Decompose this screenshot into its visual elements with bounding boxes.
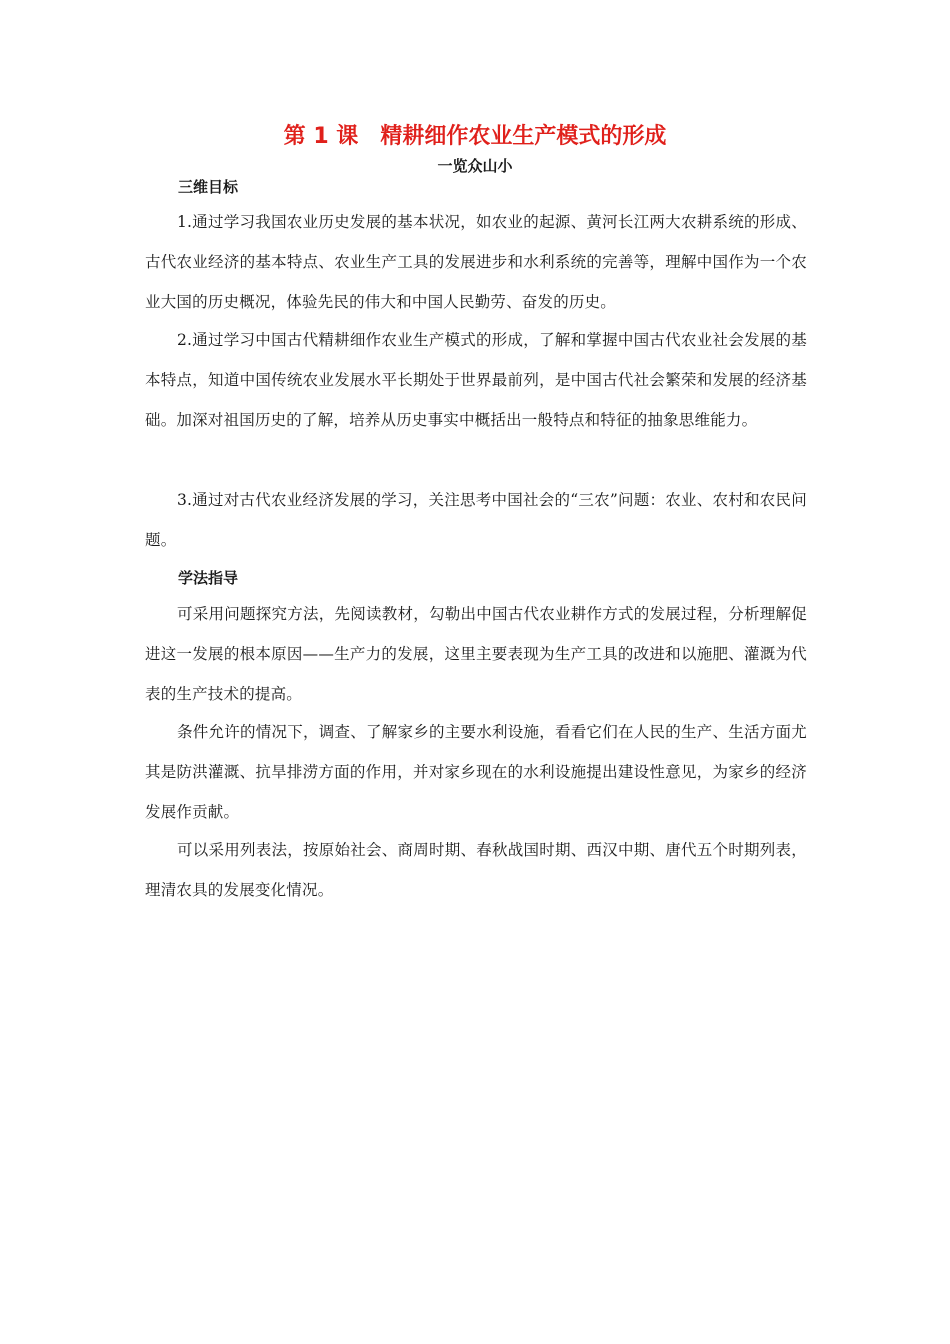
lesson-title: 精耕细作农业生产模式的形成 <box>380 124 667 149</box>
method-paragraph-3: 可以采用列表法，按原始社会、商周时期、春秋战国时期、西汉中期、唐代五个时期列表，理清农具的发展变化情况。 <box>145 841 807 899</box>
section-heading-method: 学法指导 <box>178 569 239 587</box>
page-subtitle: 一览众山小 <box>437 157 513 175</box>
objective-paragraph-2: 2.通过学习中国古代精耕细作农业生产模式的形成，了解和掌握中国古代农业社会发展的基本特点，知道中国传统农业发展水平长期处于世界最前列，是中国古代社会繁荣和发展的经济基础。加深对祖国历史的了解，培养从历史事实中概括出一般特点和特征的抽象思维能力。 <box>145 331 807 429</box>
section-heading-objectives: 三维目标 <box>178 178 239 196</box>
objective-paragraph-1: 1.通过学习我国农业历史发展的基本状况，如农业的起源、黄河长江两大农耕系统的形成、古代农业经济的基本特点、农业生产工具的发展进步和水利系统的完善等，理解中国作为一个农业大国的历史概况，体验先民的伟大和中国人民勤劳、奋发的历史。 <box>145 213 807 311</box>
method-paragraph-2: 条件允许的情况下，调查、了解家乡的主要水利设施，看看它们在人民的生产、生活方面尤其是防洪灌溉、抗旱排涝方面的作用，并对家乡现在的水利设施提出建设性意见，为家乡的经济发展作贡献。 <box>145 723 807 821</box>
objective-paragraph-3: 3.通过对古代农业经济发展的学习，关注思考中国社会的“三农”问题：农业、农村和农民问题。 <box>145 491 807 549</box>
page-title <box>0 122 950 152</box>
lesson-number: 第 1 课 <box>283 124 359 149</box>
method-paragraph-1: 可采用问题探究方法，先阅读教材，勾勒出中国古代农业耕作方式的发展过程，分析理解促进这一发展的根本原因——生产力的发展，这里主要表现为生产工具的改进和以施肥、灌溉为代表的生产技术的提高。 <box>145 605 807 703</box>
